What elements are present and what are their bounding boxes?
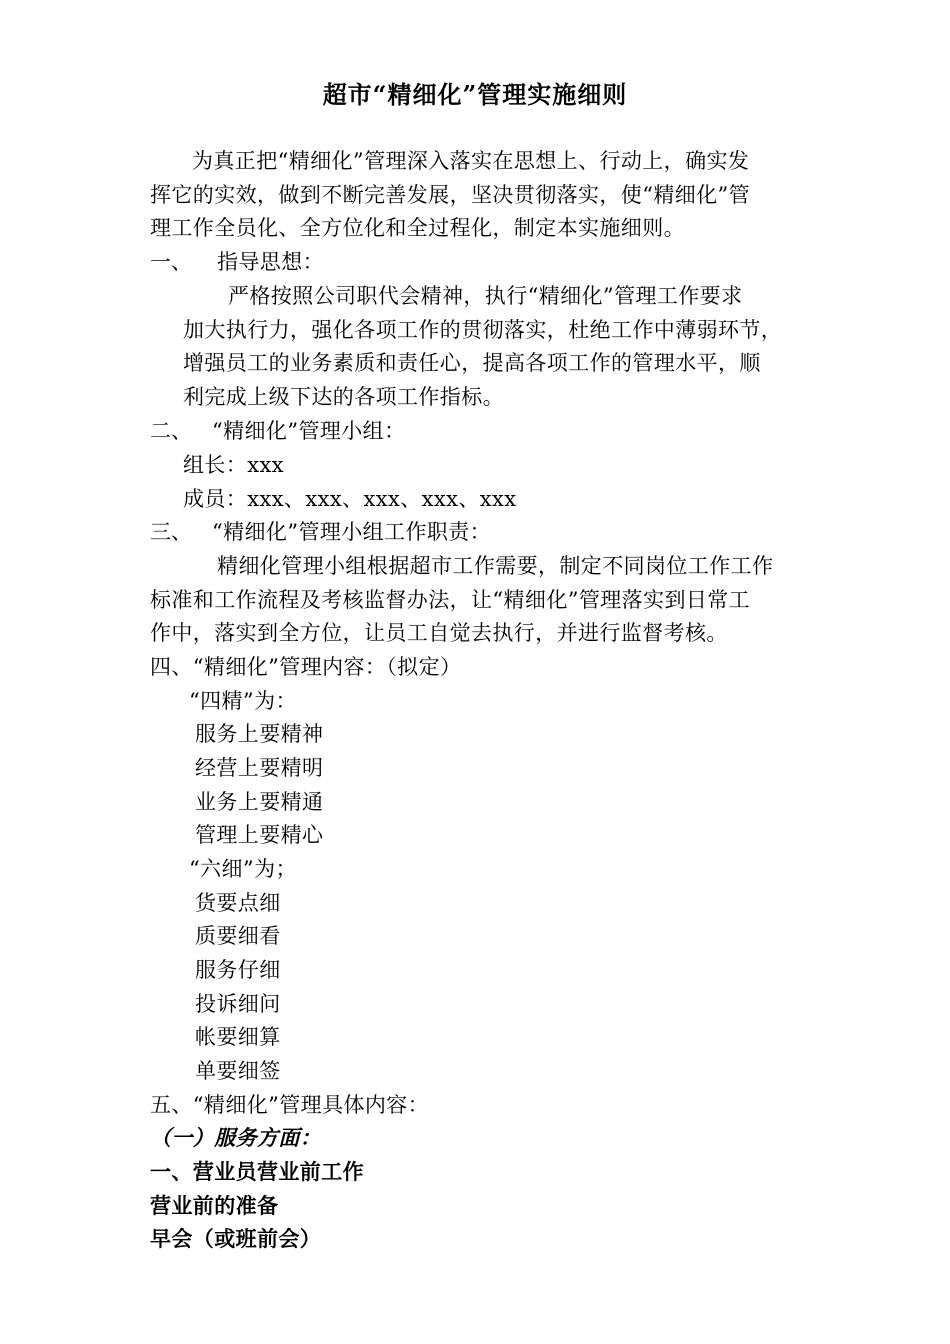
section3-line-1: 精细化管理小组根据超市工作需要，制定不同岗位工作工作 [217, 554, 774, 578]
section1-line-3: 增强员工的业务素质和责任心，提高各项工作的管理水平，顺 [183, 351, 761, 375]
four-essence-title: “四精”为： [189, 689, 297, 713]
section1-line-2: 加大执行力，强化各项工作的贯彻落实，杜绝工作中薄弱环节， [183, 318, 783, 342]
six-detail-item: 货要点细 [195, 891, 281, 915]
section3-line-3: 作中，落实到全方位，让员工自觉去执行，并进行监督考核。 [150, 621, 728, 645]
section2-members: 成员：xxx、xxx、xxx、xxx、xxx [183, 487, 517, 511]
section5-heading: 五、“精细化”管理具体内容： [150, 1093, 430, 1117]
intro-line-1: 为真正把“精细化”管理深入落实在思想上、行动上，确实发 [192, 149, 750, 173]
four-essence-item: 服务上要精神 [195, 722, 324, 746]
preparation-heading: 营业前的准备 [150, 1193, 279, 1218]
section3-number: 三、 [150, 520, 192, 544]
six-detail-item: 质要细看 [195, 924, 281, 948]
intro-line-3: 理工作全员化、全方位化和全过程化，制定本实施细则。 [150, 216, 685, 240]
six-detail-item: 单要细签 [195, 1059, 281, 1083]
intro-line-2: 挥它的实效，做到不断完善发展，坚决贯彻落实，使“精细化”管 [150, 183, 751, 207]
six-detail-item: 服务仔细 [195, 958, 281, 982]
sales-staff-heading: 一、营业员营业前工作 [150, 1159, 364, 1184]
section1-line-1: 严格按照公司职代会精神，执行“精细化”管理工作要求 [228, 284, 743, 308]
four-essence-item: 管理上要精心 [195, 823, 324, 847]
four-essence-item: 经营上要精明 [195, 756, 324, 780]
section3-line-2: 标准和工作流程及考核监督办法，让“精细化”管理落实到日常工 [150, 588, 751, 612]
morning-meeting-heading: 早会（或班前会） [150, 1226, 322, 1251]
document-title: 超市“精细化”管理实施细则 [322, 80, 628, 109]
six-detail-item: 帐要细算 [195, 1025, 281, 1049]
six-detail-item: 投诉细问 [195, 992, 281, 1016]
section3-heading: “精细化”管理小组工作职责： [212, 520, 492, 544]
section2-number: 二、 [150, 419, 192, 443]
service-subheading: （一）服务方面： [150, 1125, 322, 1150]
four-essence-item: 业务上要精通 [195, 790, 324, 814]
section2-leader: 组长：xxx [183, 453, 284, 477]
section4-heading: 四、“精细化”管理内容：（拟定） [150, 655, 462, 679]
section1-number: 一、 [150, 250, 192, 274]
six-detail-title: “六细”为； [189, 857, 297, 881]
section2-heading: “精细化”管理小组： [212, 419, 406, 443]
section1-heading: 指导思想： [217, 250, 324, 274]
section1-line-4: 利完成上级下达的各项工作指标。 [183, 385, 504, 409]
